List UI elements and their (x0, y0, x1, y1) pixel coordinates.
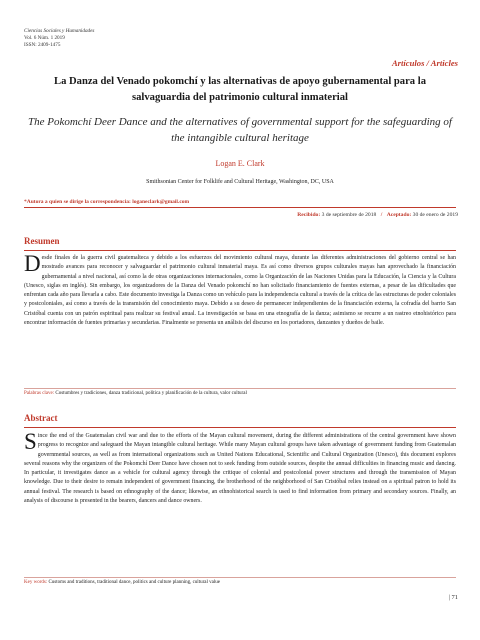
key-words-divider (24, 577, 456, 578)
title-english: The Pokomchí Deer Dance and the alternatives of governmental support for the safeguarding of the intangible cultural heritage (28, 116, 452, 144)
resumen-heading: Resumen (24, 236, 60, 246)
resumen-body (24, 251, 456, 328)
accepted-label: Aceptado: (386, 212, 412, 218)
abstract-text: ince the end of the Guatemalan civil war and due to the efforts of the Mayan cultural movement, during the different administrations of the central government have shown progress to recognize and safeguard the Mayan intangible cultural heritage. While many Mayan cultural groups have taken advantage of government funding from Guatemalan governmental sources, as well as from international organizations such as United Nations Educational, Scientific and Cultural Organization (Unesco), this document explores several reasons why the organizers of the Pokomchí Deer Dance have chosen not to seek funding from outside sources, despite the annual difficulties in financing music and dancing. In particular, it investigates dance as a vehicle for cultural agency through the critique of colonial and postcolonial power structures and through the transmission of Mayan knowledge. Due to their desire to remain independent of government financing, the brotherhood of the neighborhood of San Cristóbal relies instead on a spiritual patron to hold its annual festival. The research is based on ethnography of the dance; likewise, an ethnohistorical search is used to find information from primary and secondary sources. Finally, an analysis of discourse is presented in the bearers, dancers and dance owners. (24, 433, 456, 504)
author-name: Logan E. Clark (215, 159, 265, 168)
journal-header (24, 28, 94, 49)
resumen-text: esde finales de la guerra civil guatemalteca y debido a los esfuerzos del movimiento cultural maya, durante las diferentes administraciones del gobierno central se han mostrado avances para reconocer y salvaguardar el patrimonio cultural inmaterial maya. Es así como diversos grupos culturales mayas han aprovechado la financiación gubernamental a nivel nacional, así como la de otras organizaciones internacionales, como la Organización de las Naciones Unidas para la Educación, la Ciencia y la Cultura (Unesco, siglas en inglés). Sin embargo, los organizadores de la Danza del Venado pokomchí no han solicitado financiamiento de fuentes externas, a pesar de las dificultades que enfrentan cada año para llevarla a cabo. Este documento investiga la Danza como un vehículo para la independencia cultural a través de la crítica de las estructuras de poder coloniales y postcoloniales, así como a través de la transmisión del conocimiento maya. Debido a su deseo de permanecer independientes de la financiación externa, la cofradía del barrio San Cristóbal cuenta con un patrón espiritual para realizar su festival anual. La investigación se basa en una etnografía de la danza; asimismo se recurre a un rastreo etnohistórico para encontrar información de fuentes primarias y secundarias. Finalmente se presenta un análisis del discurso en los portadores, danzantes y dueños de baile. (24, 255, 456, 326)
palabras-clave (24, 391, 456, 396)
key-words (24, 580, 456, 585)
page-number: | 71 (448, 594, 458, 601)
journal-issn: ISSN: 2409-1475 (24, 42, 61, 48)
abstract-divider (24, 427, 456, 428)
palabras-clave-divider (24, 388, 456, 389)
received-date: 3 de septiembre de 2018 (321, 212, 377, 218)
resumen-dropcap: D (24, 251, 41, 276)
correspondence-note[interactable]: *Autora a quien se dirige la correspondencia: loganeclark@gmail.com (24, 199, 190, 205)
abstract-heading: Abstract (24, 413, 58, 423)
palabras-clave-text: Costumbres y tradiciones, danza tradicional, política y planificación de la cultura, valor cultural (55, 391, 247, 396)
palabras-clave-label: Palabras clave: (24, 391, 55, 396)
correspondence-divider (24, 207, 456, 208)
abstract-dropcap: S (24, 429, 37, 454)
section-tag: Artículos / Articles (391, 58, 458, 68)
journal-name: Ciencias Sociales y Humanidades (24, 28, 95, 34)
journal-volume: Vol. 6 Núm. 1 2019 (24, 35, 65, 41)
dates-separator: / (380, 212, 383, 218)
key-words-label: Key words: (24, 580, 48, 585)
resumen-divider (24, 250, 456, 251)
title-spanish: La Danza del Venado pokomchí y las alternativas de apoyo gubernamental para la salvaguardia del patrimonio cultural inmaterial (54, 76, 426, 103)
abstract-body (24, 429, 456, 506)
received-label: Recibido: (297, 212, 321, 218)
key-words-text: Customs and traditions, traditional dance, politics and culture planning, cultural value (48, 580, 220, 585)
author-affiliation: Smithsonian Center for Folklife and Cultural Heritage, Washington, DC, USA (146, 179, 334, 185)
article-dates (297, 212, 458, 218)
accepted-date: 30 de enero de 2019 (412, 212, 458, 218)
